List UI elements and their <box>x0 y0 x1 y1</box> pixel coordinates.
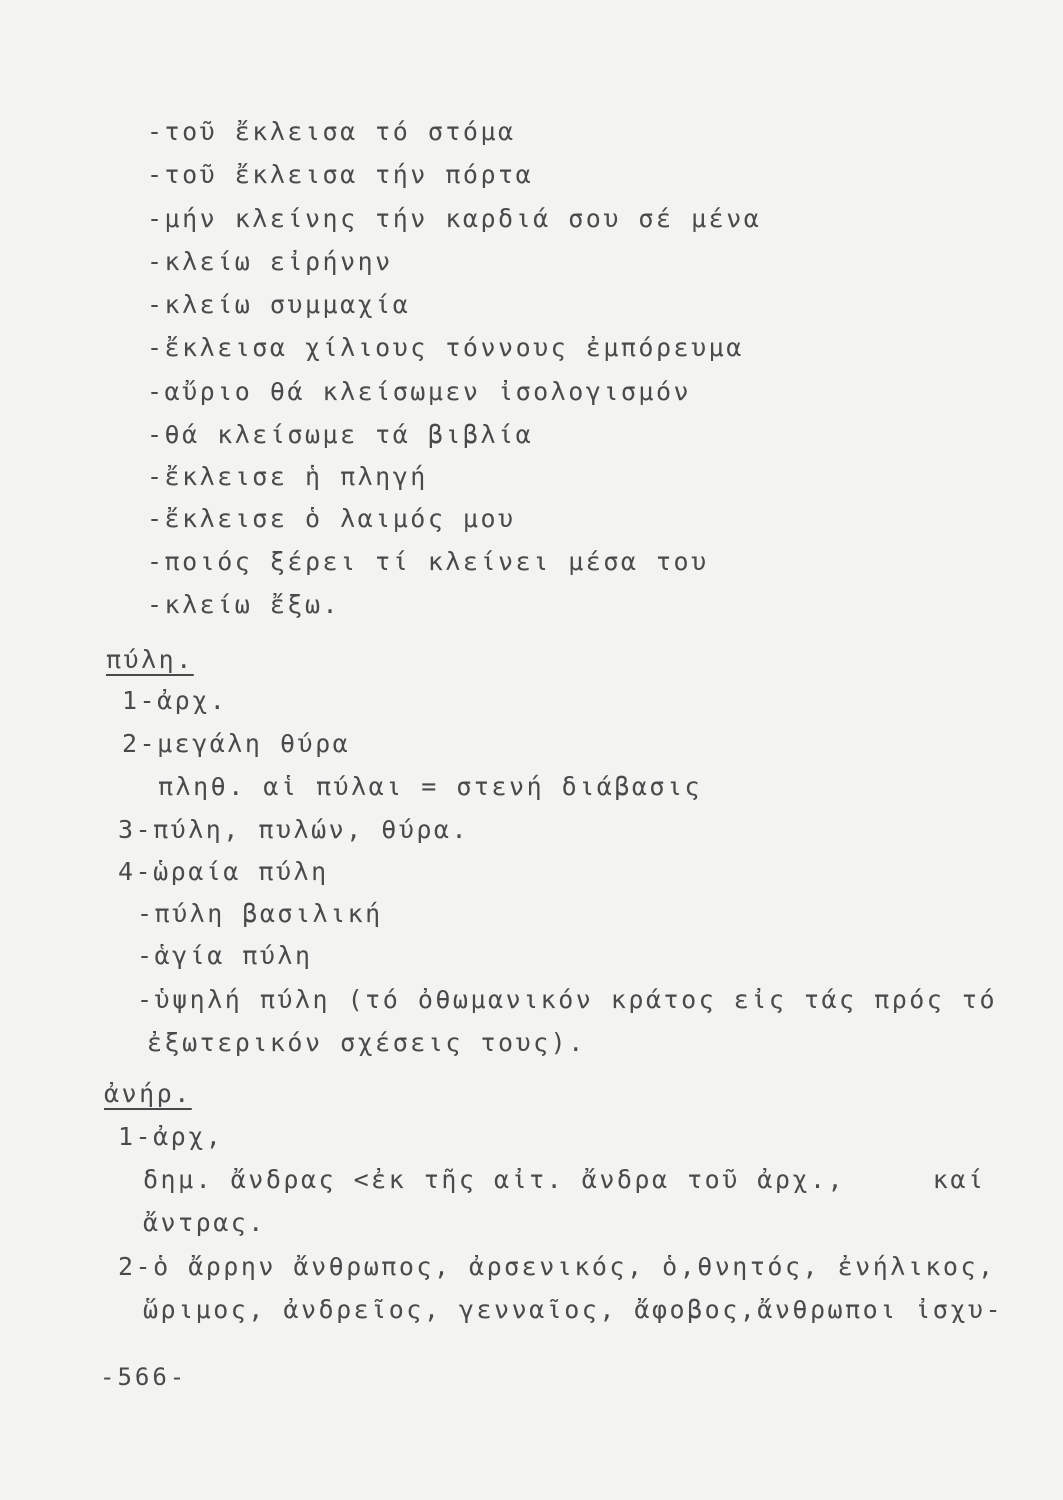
text-line: -ἔκλεισε ἡ πληγή <box>147 462 428 491</box>
text-line: ἐξωτερικόν σχέσεις τους). <box>147 1028 586 1057</box>
text-line: 2-ὁ ἄρρην ἄνθρωπος, ἀρσενικός, ὁ,θνητός, ἐνήλικος, <box>118 1252 996 1281</box>
text-line: -μήν κλείνης τήν καρδιά σου σέ μένα <box>147 204 762 233</box>
text-line: -τοῦ ἔκλεισα τό στόμα <box>147 117 516 146</box>
text-line: 1-ἀρχ. <box>122 686 228 715</box>
text-line: ὥριμος, ἀνδρεῖος, γενναῖος, ἄφοβος,ἄνθρωποι ἰσχυ- <box>143 1295 1004 1324</box>
text-line: 4-ὡραία πύλη <box>118 857 329 886</box>
entry-heading: ἀνήρ. <box>104 1079 192 1108</box>
text-line: -αὔριο θά κλείσωμεν ἰσολογισμόν <box>147 377 692 406</box>
text-line: -κλείω εἰρήνην <box>147 247 393 276</box>
text-line: 3-πύλη, πυλών, θύρα. <box>118 815 470 844</box>
text-line: -πύλη βασιλική <box>137 899 383 928</box>
text-line: -θά κλείσωμε τά βιβλία <box>147 420 534 449</box>
text-line: -ὑψηλή πύλη (τό ὀθωμανικόν κράτος εἰς τάς πρός τό <box>137 985 998 1014</box>
text-line: -κλείω συμμαχία <box>147 290 411 319</box>
text-line: πληθ. αἱ πύλαι = στενή διάβασις <box>158 772 703 801</box>
text-line: -τοῦ ἔκλεισα τήν πόρτα <box>147 160 534 189</box>
text-line: 1-ἀρχ, <box>118 1122 224 1151</box>
text-line: -ἔκλεισα χίλιους τόννους ἐμπόρευμα <box>147 333 744 362</box>
text-line: -κλείω ἔξω. <box>147 590 341 619</box>
text-line: 2-μεγάλη θύρα <box>122 729 351 758</box>
entry-heading: πύλη. <box>106 645 194 674</box>
text-line: -ἔκλεισε ὁ λαιμός μου <box>147 504 516 533</box>
text-line: -ἁγία πύλη <box>137 941 313 970</box>
text-line: ἄντρας. <box>143 1208 266 1237</box>
text-line: δημ. ἄνδρας <ἐκ τῆς αἰτ. ἄνδρα τοῦ ἀρχ., καί <box>143 1165 986 1194</box>
text-line: -ποιός ξέρει τί κλείνει μέσα του <box>147 547 709 576</box>
page-number: -566- <box>100 1363 188 1391</box>
